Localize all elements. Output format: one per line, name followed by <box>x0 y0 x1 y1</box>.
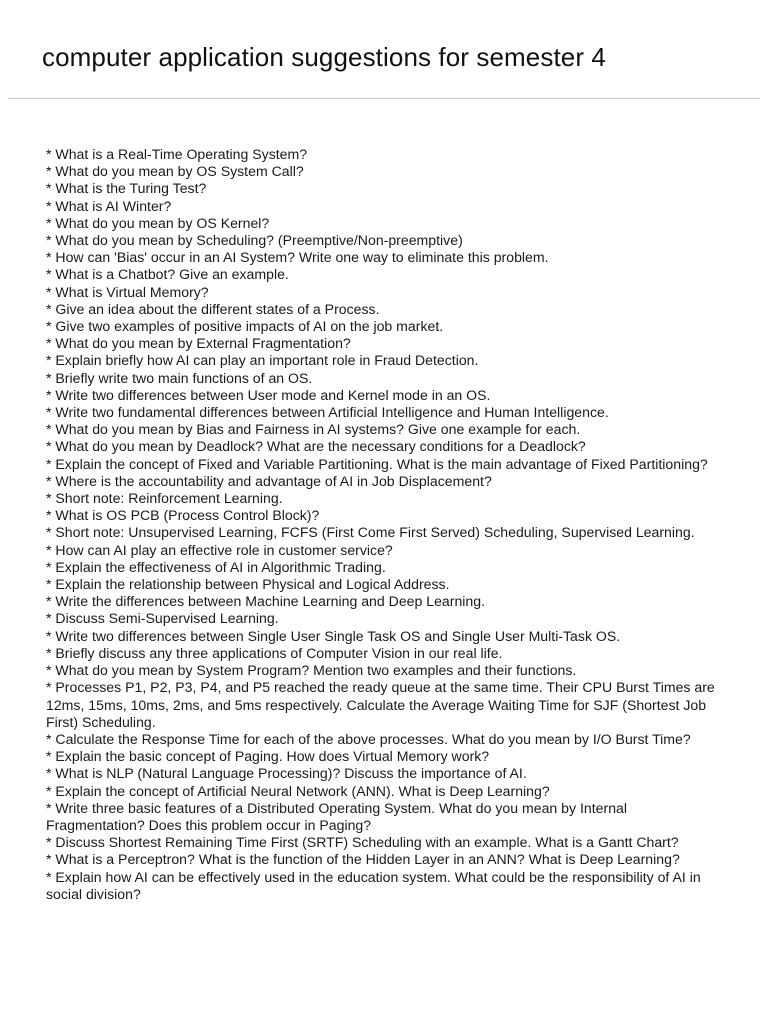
question-item: * Discuss Shortest Remaining Time First (SRTF) Scheduling with an example. What is a Gantt Chart? <box>46 834 679 851</box>
question-item: * Write the differences between Machine Learning and Deep Learning. <box>46 593 486 610</box>
question-item: * How can AI play an effective role in customer service? <box>46 541 393 558</box>
question-item: * What is NLP (Natural Language Processing)? Discuss the importance of AI. <box>46 765 527 782</box>
question-item: * Processes P1, P2, P3, P4, and P5 reached the ready queue at the same time. Their CPU Burst Times are 12ms, 15ms, 10ms, 2ms, and 5ms respectively. Calculate the Average Waiting Time for SJF (Shortest Job First) Scheduling. <box>46 679 715 730</box>
question-item: * What is AI Winter? <box>46 197 172 214</box>
question-item: * How can 'Bias' occur in an AI System? Write one way to eliminate this problem. <box>46 249 549 266</box>
question-item: * What do you mean by OS System Call? <box>46 163 304 180</box>
question-item: * Discuss Semi-Supervised Learning. <box>46 610 279 627</box>
title-divider <box>8 98 760 99</box>
question-item: * What do you mean by System Program? Mention two examples and their functions. <box>46 662 577 679</box>
question-item: * Give two examples of positive impacts of AI on the job market. <box>46 318 444 335</box>
question-item: * Explain how AI can be effectively used in the education system. What could be the responsibility of AI in social division? <box>46 868 701 902</box>
question-item: * Calculate the Response Time for each of the above processes. What do you mean by I/O Burst Time? <box>46 730 691 747</box>
question-item: * Explain the basic concept of Paging. How does Virtual Memory work? <box>46 748 490 765</box>
question-item: * What is a Real-Time Operating System? <box>46 146 308 162</box>
question-item: * Explain the concept of Fixed and Variable Partitioning. What is the main advantage of Fixed Partitioning? <box>46 455 708 472</box>
question-item: * What is Virtual Memory? <box>46 283 209 300</box>
question-item: * Write two differences between User mode and Kernel mode in an OS. <box>46 386 491 403</box>
question-item: * Write two differences between Single User Single Task OS and Single User Multi-Task OS. <box>46 627 621 644</box>
question-item: * Explain briefly how AI can play an important role in Fraud Detection. <box>46 352 479 369</box>
question-item: * Write two fundamental differences between Artificial Intelligence and Human Intelligence. <box>46 404 609 421</box>
question-item: * Briefly write two main functions of an OS. <box>46 369 313 386</box>
question-item: * What do you mean by OS Kernel? <box>46 214 270 231</box>
question-item: * Short note: Unsupervised Learning, FCFS (First Come First Served) Scheduling, Supervised Learning. <box>46 524 695 541</box>
question-item: * What is a Chatbot? Give an example. <box>46 266 289 283</box>
question-item: * Explain the concept of Artificial Neural Network (ANN). What is Deep Learning? <box>46 782 550 799</box>
question-item: * Give an idea about the different states of a Process. <box>46 300 380 317</box>
question-item: * What do you mean by Bias and Fairness in AI systems? Give one example for each. <box>46 421 581 438</box>
question-item: * What do you mean by External Fragmentation? <box>46 335 351 352</box>
question-item: * Briefly discuss any three applications of Computer Vision in our real life. <box>46 644 503 661</box>
question-item: * Explain the relationship between Physical and Logical Address. <box>46 576 450 593</box>
question-item: * What do you mean by Scheduling? (Preemptive/Non-preemptive) <box>46 232 463 249</box>
question-item: * What is OS PCB (Process Control Block)? <box>46 507 320 524</box>
question-item: * Short note: Reinforcement Learning. <box>46 490 283 507</box>
question-item: * What is a Perceptron? What is the function of the Hidden Layer in an ANN? What is Deep Learning? <box>46 851 680 868</box>
page-title: computer application suggestions for semester 4 <box>42 42 606 72</box>
question-list <box>46 146 728 903</box>
question-item: * Explain the effectiveness of AI in Algorithmic Trading. <box>46 558 386 575</box>
question-item: * What do you mean by Deadlock? What are the necessary conditions for a Deadlock? <box>46 438 586 455</box>
question-item: * Write three basic features of a Distributed Operating System. What do you mean by Internal Fragmentation? Does this problem occur in Paging? <box>46 799 627 833</box>
question-item: * Where is the accountability and advantage of AI in Job Displacement? <box>46 472 492 489</box>
question-item: * What is the Turing Test? <box>46 180 207 197</box>
